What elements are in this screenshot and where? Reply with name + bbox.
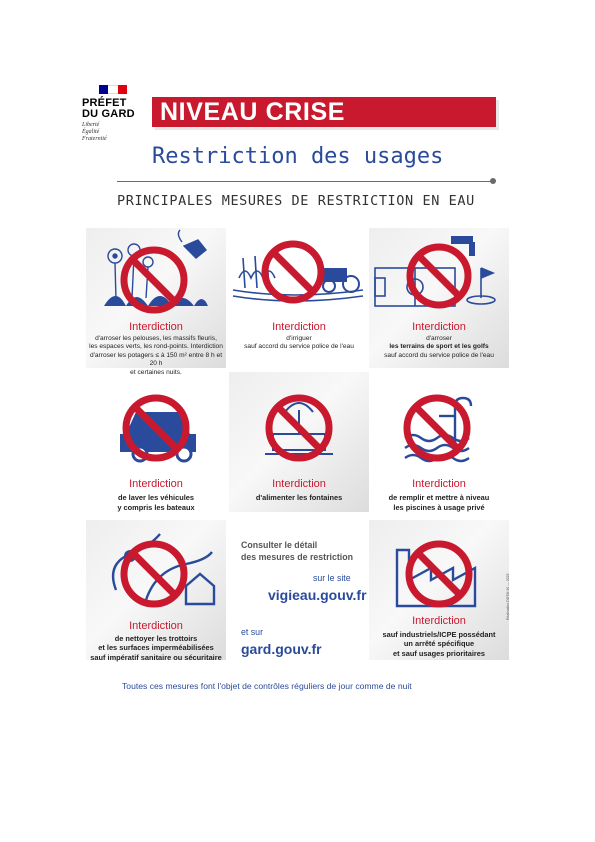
tile-sidewalks bbox=[86, 520, 226, 660]
devise-fraternite: Fraternité bbox=[82, 136, 107, 142]
tile-vehicles-title: Interdiction bbox=[129, 478, 183, 490]
devise-liberte: Liberté bbox=[82, 122, 100, 128]
tile-pools-title: Interdiction bbox=[412, 478, 466, 490]
tile-sidewalks-line1: de nettoyer les trottoirs bbox=[114, 634, 198, 643]
tile-sports-title: Interdiction bbox=[412, 321, 466, 333]
tile-sidewalks-title: Interdiction bbox=[129, 620, 183, 632]
tile-industry-text bbox=[369, 630, 509, 658]
tile-fountains bbox=[229, 372, 369, 512]
tile-lawns-title: Interdiction bbox=[129, 321, 183, 333]
tile-irrigation-line1: d'irriguer bbox=[286, 335, 312, 342]
tile-pools-line1: de remplir et mettre à niveau bbox=[388, 493, 490, 502]
prefet-line2: DU GARD bbox=[82, 108, 135, 120]
section-heading: PRINCIPALES MESURES DE RESTRICTION EN EAU bbox=[117, 193, 475, 209]
tile-sports bbox=[369, 228, 509, 368]
consult-text bbox=[241, 539, 353, 563]
tile-lawns-line2: les espaces verts, les rond-points. Interdiction bbox=[89, 343, 223, 351]
tile-irrigation-title: Interdiction bbox=[272, 321, 326, 333]
and-on-label: et sur bbox=[241, 627, 264, 637]
tile-lawns bbox=[86, 228, 226, 376]
side-credit: Réalisation DDTM 30 — 2023 bbox=[506, 573, 510, 620]
crisis-banner bbox=[152, 97, 496, 127]
tile-vehicles-line2: y compris les bateaux bbox=[117, 503, 195, 512]
tile-industry-line2: un arrêté spécifique bbox=[403, 639, 475, 649]
consult-line1: Consulter le détail bbox=[241, 540, 318, 550]
tile-lawns-line1: d'arroser les pelouses, les massifs fleuris, bbox=[95, 335, 217, 342]
tile-pools bbox=[369, 372, 509, 512]
tile-vehicles bbox=[86, 372, 226, 512]
tile-lawns-text bbox=[86, 335, 226, 377]
tile-industry bbox=[369, 520, 509, 660]
tile-sports-line1: d'arroser bbox=[426, 335, 452, 342]
tile-sports-line3: sauf accord du service police de l'eau bbox=[384, 351, 494, 359]
prefet-line1: PRÉFET bbox=[82, 97, 127, 109]
swimming-pool-icon bbox=[369, 372, 509, 512]
page-subtitle: Restriction des usages bbox=[152, 144, 444, 169]
tile-lawns-line4: et certaines nuits. bbox=[130, 368, 182, 376]
tile-sidewalks-line3: sauf impératif sanitaire ou sécuritaire bbox=[90, 652, 222, 662]
on-site-label: sur le site bbox=[313, 573, 351, 583]
tile-sports-line2: les terrains de sport et les golfs bbox=[389, 343, 489, 351]
tile-industry-line1: sauf industriels/ICPE possédant bbox=[382, 630, 496, 639]
tile-industry-line3: et sauf usages prioritaires bbox=[392, 648, 485, 658]
tile-pools-text bbox=[369, 493, 509, 513]
french-flag-icon bbox=[99, 85, 127, 94]
tile-sports-text bbox=[369, 335, 509, 360]
gard-link[interactable]: gard.gouv.fr bbox=[241, 641, 322, 657]
tile-fountains-text bbox=[229, 493, 369, 503]
tile-irrigation-text bbox=[229, 335, 369, 352]
devise-egalite: Égalité bbox=[82, 129, 100, 135]
tile-fountains-title: Interdiction bbox=[272, 478, 326, 490]
divider-line bbox=[117, 181, 493, 182]
car-wash-icon bbox=[86, 372, 226, 512]
tile-sidewalks-text bbox=[86, 634, 226, 662]
tile-irrigation bbox=[229, 228, 369, 368]
tile-fountains-line1: d'alimenter les fontaines bbox=[255, 493, 343, 502]
tile-sidewalks-line2: et les surfaces imperméabilisées bbox=[98, 643, 214, 653]
tile-vehicles-line1: de laver les véhicules bbox=[117, 493, 194, 502]
tile-vehicles-text bbox=[86, 493, 226, 513]
fountain-icon bbox=[229, 372, 369, 512]
footer-note: Toutes ces mesures font l'objet de contrôles réguliers de jour comme de nuit bbox=[122, 681, 412, 691]
tile-pools-line2: les piscines à usage privé bbox=[393, 503, 485, 512]
tile-industry-title: Interdiction bbox=[412, 615, 466, 627]
consult-line2: des mesures de restriction bbox=[241, 552, 353, 562]
divider-dot bbox=[490, 178, 496, 184]
tile-lawns-line3: d'arroser les potagers ≤ à 150 m² entre 8 h et 20 h bbox=[89, 351, 223, 368]
banner-title: NIVEAU CRISE bbox=[160, 98, 346, 126]
tile-irrigation-line2: sauf accord du service police de l'eau bbox=[244, 343, 354, 351]
vigieau-link[interactable]: vigieau.gouv.fr bbox=[268, 587, 367, 603]
